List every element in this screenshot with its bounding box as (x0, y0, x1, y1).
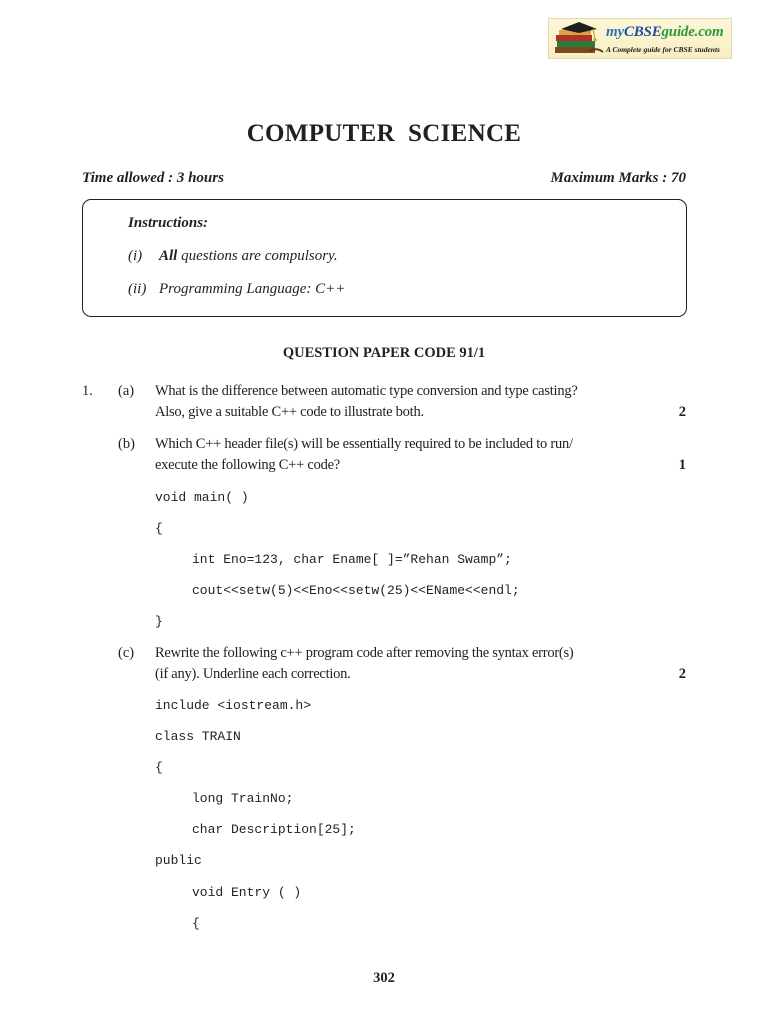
question-number: 1. (82, 383, 93, 399)
code-line: int Eno=123, char Ename[ ]=”Rehan Swamp”; (192, 552, 512, 567)
code-line: char Description[25]; (192, 822, 356, 837)
marks-value: 1 (678, 457, 686, 473)
code-line: cout<<setw(5)<<Eno<<setw(25)<<EName<<endl; (192, 583, 520, 598)
page-title: COMPUTER SCIENCE (246, 120, 522, 147)
instruction-text: questions are compulsory. (177, 248, 338, 264)
code-line: include <iostream.h> (155, 698, 312, 713)
code-line: class TRAIN (155, 729, 241, 744)
question-line: execute the following C++ code? (155, 457, 340, 473)
instruction-emphasis: All (159, 248, 178, 264)
marks-value: 2 (678, 404, 686, 420)
question-line: What is the difference between automatic type conversion and type casting? (155, 383, 578, 399)
marks-value: 2 (678, 666, 686, 682)
part-label: (a) (118, 383, 135, 399)
instruction-item (159, 281, 345, 298)
question-line: Also, give a suitable C++ code to illustrate both. (155, 404, 424, 420)
code-line: { (155, 521, 163, 536)
books-logo-icon (553, 21, 605, 57)
code-line: { (192, 916, 200, 931)
code-line: long TrainNo; (192, 791, 294, 806)
question-line: (if any). Underline each correction. (155, 666, 351, 682)
part-label: (b) (118, 436, 135, 452)
instruction-text: Programming Language: C++ (159, 281, 346, 297)
question-paper-code: QUESTION PAPER CODE 91/1 (282, 345, 486, 361)
logo-tagline: A Complete guide for CBSE students (606, 45, 720, 54)
instruction-num: (i) (128, 248, 143, 264)
part-label: (c) (118, 645, 135, 661)
question-line: Rewrite the following c++ program code after removing the syntax error(s) (155, 645, 574, 661)
instruction-item (159, 248, 338, 265)
question-line: Which C++ header file(s) will be essentially required to be included to run/ (155, 436, 573, 452)
page-number: 302 (373, 970, 395, 986)
code-line: { (155, 760, 163, 775)
maximum-marks: Maximum Marks : 70 (550, 170, 686, 186)
logo-brand-text: myCBSEguide.com (606, 24, 724, 40)
site-logo (548, 18, 732, 59)
code-line: } (155, 614, 163, 629)
code-line: void main( ) (155, 490, 249, 505)
code-line: void Entry ( ) (192, 885, 302, 900)
instruction-num: (ii) (128, 281, 147, 297)
instructions-heading: Instructions: (128, 215, 209, 231)
time-allowed: Time allowed : 3 hours (82, 170, 224, 186)
code-line: public (155, 853, 202, 868)
